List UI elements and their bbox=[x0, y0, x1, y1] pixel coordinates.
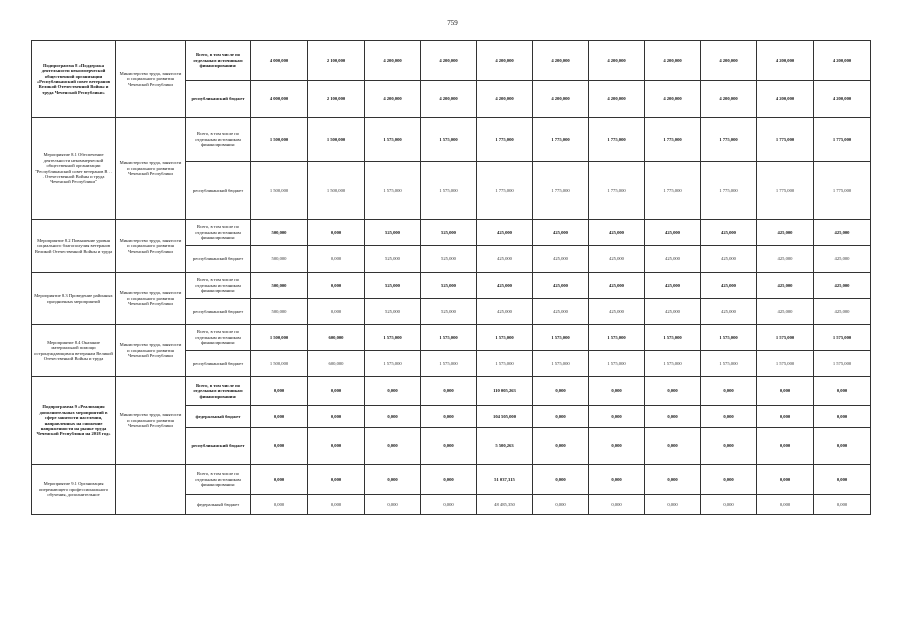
amount-cell: 0,000 bbox=[365, 406, 421, 428]
amount-cell: 0,000 bbox=[701, 377, 757, 406]
amount-cell: 1 500,000 bbox=[251, 162, 308, 220]
amount-cell: 0,000 bbox=[645, 465, 701, 495]
amount-cell: 4 200,000 bbox=[477, 41, 533, 81]
amount-cell: 1 575,000 bbox=[589, 325, 645, 351]
table-row bbox=[32, 465, 871, 495]
amount-cell: 4 200,000 bbox=[814, 41, 871, 81]
amount-cell: 1 775,000 bbox=[814, 118, 871, 162]
amount-cell: 4 200,000 bbox=[589, 81, 645, 118]
amount-cell: 425,000 bbox=[814, 246, 871, 273]
amount-cell: 0,000 bbox=[533, 495, 589, 515]
amount-cell: 0,000 bbox=[533, 465, 589, 495]
amount-cell: 0,000 bbox=[701, 465, 757, 495]
amount-cell: 1 575,000 bbox=[365, 118, 421, 162]
amount-cell: 1 575,000 bbox=[421, 351, 477, 377]
amount-cell: 525,000 bbox=[365, 246, 421, 273]
funding-source-cell: федеральный бюджет bbox=[186, 406, 251, 428]
amount-cell: 4 200,000 bbox=[477, 81, 533, 118]
amount-cell: 1 575,000 bbox=[757, 325, 814, 351]
amount-cell: 0,000 bbox=[814, 428, 871, 465]
amount-cell: 425,000 bbox=[589, 299, 645, 325]
funding-source-cell: Всего, в том числе по отдельным источникам финансирования: bbox=[186, 465, 251, 495]
amount-cell: 1 500,000 bbox=[251, 351, 308, 377]
funding-source-cell: республиканский бюджет bbox=[186, 246, 251, 273]
amount-cell: 525,000 bbox=[421, 246, 477, 273]
amount-cell: 500,000 bbox=[251, 246, 308, 273]
amount-cell: 1 575,000 bbox=[365, 351, 421, 377]
amount-cell: 2 100,000 bbox=[308, 81, 365, 118]
amount-cell: 4 200,000 bbox=[589, 41, 645, 81]
amount-cell: 0,000 bbox=[533, 406, 589, 428]
amount-cell: 600,000 bbox=[308, 351, 365, 377]
amount-cell: 425,000 bbox=[645, 299, 701, 325]
amount-cell: 0,000 bbox=[308, 246, 365, 273]
amount-cell: 0,000 bbox=[421, 377, 477, 406]
amount-cell: 1 575,000 bbox=[589, 351, 645, 377]
amount-cell: 425,000 bbox=[477, 273, 533, 299]
amount-cell: 1 775,000 bbox=[477, 162, 533, 220]
amount-cell: 525,000 bbox=[421, 299, 477, 325]
funding-source-cell: Всего, в том числе по отдельным источникам финансирования: bbox=[186, 325, 251, 351]
amount-cell: 0,000 bbox=[421, 495, 477, 515]
amount-cell: 1 775,000 bbox=[645, 118, 701, 162]
program-name-cell: Мероприятие 9.1 Организация опережающего профессионального обучения, дополнительное bbox=[32, 465, 116, 515]
amount-cell: 0,000 bbox=[814, 377, 871, 406]
amount-cell: 425,000 bbox=[701, 220, 757, 246]
amount-cell: 4 200,000 bbox=[533, 81, 589, 118]
amount-cell: 425,000 bbox=[477, 220, 533, 246]
amount-cell: 1 775,000 bbox=[533, 162, 589, 220]
amount-cell: 0,000 bbox=[533, 377, 589, 406]
amount-cell: 425,000 bbox=[589, 246, 645, 273]
funding-source-cell: федеральный бюджет bbox=[186, 495, 251, 515]
amount-cell: 4 200,000 bbox=[701, 81, 757, 118]
amount-cell: 525,000 bbox=[365, 299, 421, 325]
executor-cell: Министерство труда, занятости и социального развития Чеченской Республики bbox=[116, 273, 186, 325]
amount-cell: 0,000 bbox=[757, 495, 814, 515]
amount-cell: 0,000 bbox=[308, 273, 365, 299]
amount-cell: 0,000 bbox=[589, 465, 645, 495]
amount-cell: 500,000 bbox=[251, 220, 308, 246]
amount-cell: 0,000 bbox=[308, 495, 365, 515]
amount-cell: 0,000 bbox=[757, 428, 814, 465]
executor-cell: Министерство труда, занятости и социального развития Чеченской Республики bbox=[116, 325, 186, 377]
executor-cell: Министерство труда, занятости и социального развития Чеченской Республики bbox=[116, 220, 186, 273]
amount-cell: 1 775,000 bbox=[757, 118, 814, 162]
amount-cell: 425,000 bbox=[814, 220, 871, 246]
amount-cell: 1 500,000 bbox=[251, 325, 308, 351]
amount-cell: 425,000 bbox=[757, 273, 814, 299]
amount-cell: 1 500,000 bbox=[308, 162, 365, 220]
amount-cell: 1 575,000 bbox=[645, 325, 701, 351]
program-name-cell: Мероприятие 8.1 Обеспечение деятельности некоммерческой общественной организации "Республиканский совет ветеранов В . . . Отечественной Войны и труда Чеченской Республики" bbox=[32, 118, 116, 220]
program-name-cell: Мероприятие 8.4 Оказание материальной помощи остронуждающимся ветеранам Великой Отечественной Войны и труда bbox=[32, 325, 116, 377]
amount-cell: 1 575,000 bbox=[421, 325, 477, 351]
program-name-cell: Подпрограмма 8 «Поддержка деятельности некоммерческой общественной организации «Республиканский совет ветеранов Великой Отечественной Войны и труда Чеченской Республики» bbox=[32, 41, 116, 118]
amount-cell: 0,000 bbox=[365, 377, 421, 406]
amount-cell: 51 037,315 bbox=[477, 465, 533, 495]
amount-cell: 1 775,000 bbox=[701, 118, 757, 162]
amount-cell: 0,000 bbox=[365, 465, 421, 495]
funding-source-cell: Всего, в том числе по отдельным источникам финансирования: bbox=[186, 41, 251, 81]
amount-cell: 4 200,000 bbox=[421, 41, 477, 81]
amount-cell: 0,000 bbox=[308, 465, 365, 495]
executor-cell: Министерство труда, занятости и социального развития Чеченской Республики bbox=[116, 118, 186, 220]
amount-cell: 425,000 bbox=[814, 273, 871, 299]
amount-cell: 425,000 bbox=[589, 273, 645, 299]
program-name-cell: Подпрограмма 9 «Реализация дополнительных мероприятий в сфере занятости населения, направленных на снижение напряженности на рынке труда Чеченской Республики на 2018 год» bbox=[32, 377, 116, 465]
amount-cell: 525,000 bbox=[365, 220, 421, 246]
budget-table-body bbox=[32, 41, 871, 515]
amount-cell: 425,000 bbox=[645, 273, 701, 299]
funding-source-cell: республиканский бюджет bbox=[186, 428, 251, 465]
amount-cell: 104 505,000 bbox=[477, 406, 533, 428]
amount-cell: 1 575,000 bbox=[421, 162, 477, 220]
amount-cell: 0,000 bbox=[701, 495, 757, 515]
funding-source-cell: Всего, в том числе по отдельным источникам финансирования: bbox=[186, 273, 251, 299]
amount-cell: 0,000 bbox=[421, 406, 477, 428]
funding-source-cell: республиканский бюджет bbox=[186, 351, 251, 377]
amount-cell: 1 775,000 bbox=[645, 162, 701, 220]
funding-source-cell: Всего, в том числе по отдельным источникам финансирования: bbox=[186, 220, 251, 246]
amount-cell: 525,000 bbox=[421, 220, 477, 246]
amount-cell: 425,000 bbox=[701, 273, 757, 299]
amount-cell: 1 775,000 bbox=[533, 118, 589, 162]
amount-cell: 0,000 bbox=[533, 428, 589, 465]
amount-cell: 4 200,000 bbox=[757, 41, 814, 81]
amount-cell: 1 575,000 bbox=[814, 325, 871, 351]
amount-cell: 4 200,000 bbox=[701, 41, 757, 81]
amount-cell: 0,000 bbox=[814, 465, 871, 495]
amount-cell: 0,000 bbox=[814, 406, 871, 428]
amount-cell: 425,000 bbox=[701, 299, 757, 325]
amount-cell: 0,000 bbox=[308, 428, 365, 465]
amount-cell: 0,000 bbox=[251, 406, 308, 428]
amount-cell: 1 575,000 bbox=[365, 162, 421, 220]
amount-cell: 110 005,263 bbox=[477, 377, 533, 406]
amount-cell: 0,000 bbox=[308, 299, 365, 325]
amount-cell: 0,000 bbox=[589, 406, 645, 428]
amount-cell: 0,000 bbox=[814, 495, 871, 515]
amount-cell: 4 200,000 bbox=[533, 41, 589, 81]
amount-cell: 425,000 bbox=[477, 246, 533, 273]
amount-cell: 4 200,000 bbox=[757, 81, 814, 118]
program-name-cell: Мероприятие 8.3 Проведение районных праздничных мероприятий bbox=[32, 273, 116, 325]
amount-cell: 4 200,000 bbox=[645, 81, 701, 118]
amount-cell: 0,000 bbox=[365, 495, 421, 515]
amount-cell: 425,000 bbox=[533, 273, 589, 299]
amount-cell: 0,000 bbox=[251, 428, 308, 465]
amount-cell: 0,000 bbox=[365, 428, 421, 465]
amount-cell: 4 000,000 bbox=[251, 41, 308, 81]
amount-cell: 4 200,000 bbox=[365, 81, 421, 118]
amount-cell: 0,000 bbox=[251, 377, 308, 406]
amount-cell: 425,000 bbox=[477, 299, 533, 325]
funding-source-cell: республиканский бюджет bbox=[186, 299, 251, 325]
amount-cell: 1 575,000 bbox=[701, 351, 757, 377]
amount-cell: 0,000 bbox=[589, 377, 645, 406]
amount-cell: 2 100,000 bbox=[308, 41, 365, 81]
amount-cell: 1 575,000 bbox=[365, 325, 421, 351]
amount-cell: 425,000 bbox=[589, 220, 645, 246]
amount-cell: 425,000 bbox=[645, 220, 701, 246]
amount-cell: 1 500,000 bbox=[308, 118, 365, 162]
amount-cell: 4 000,000 bbox=[251, 81, 308, 118]
amount-cell: 0,000 bbox=[645, 428, 701, 465]
amount-cell: 0,000 bbox=[645, 495, 701, 515]
amount-cell: 600,000 bbox=[308, 325, 365, 351]
amount-cell: 500,000 bbox=[251, 273, 308, 299]
amount-cell: 500,000 bbox=[251, 299, 308, 325]
table-row bbox=[32, 377, 871, 406]
amount-cell: 0,000 bbox=[308, 220, 365, 246]
budget-table bbox=[31, 40, 871, 515]
amount-cell: 1 775,000 bbox=[589, 162, 645, 220]
amount-cell: 1 775,000 bbox=[757, 162, 814, 220]
amount-cell: 425,000 bbox=[533, 299, 589, 325]
amount-cell: 0,000 bbox=[589, 428, 645, 465]
executor-cell: Министерство труда, занятости и социального развития Чеченской Республики bbox=[116, 377, 186, 465]
amount-cell: 0,000 bbox=[757, 465, 814, 495]
amount-cell: 1 575,000 bbox=[477, 351, 533, 377]
amount-cell: 425,000 bbox=[757, 299, 814, 325]
amount-cell: 0,000 bbox=[251, 465, 308, 495]
page-number: 759 bbox=[447, 19, 458, 27]
amount-cell: 0,000 bbox=[308, 406, 365, 428]
executor-cell: Министерство труда, занятости и социального развития Чеченской Республики bbox=[116, 41, 186, 118]
amount-cell: 1 500,000 bbox=[251, 118, 308, 162]
funding-source-cell: республиканский бюджет bbox=[186, 162, 251, 220]
amount-cell: 1 575,000 bbox=[814, 351, 871, 377]
amount-cell: 525,000 bbox=[421, 273, 477, 299]
amount-cell: 1 775,000 bbox=[814, 162, 871, 220]
amount-cell: 425,000 bbox=[757, 246, 814, 273]
amount-cell: 0,000 bbox=[589, 495, 645, 515]
amount-cell: 0,000 bbox=[645, 377, 701, 406]
amount-cell: 0,000 bbox=[645, 406, 701, 428]
funding-source-cell: республиканский бюджет bbox=[186, 81, 251, 118]
amount-cell: 1 575,000 bbox=[533, 351, 589, 377]
amount-cell: 425,000 bbox=[814, 299, 871, 325]
table-row bbox=[32, 273, 871, 299]
amount-cell: 0,000 bbox=[757, 406, 814, 428]
amount-cell: 4 200,000 bbox=[365, 41, 421, 81]
amount-cell: 0,000 bbox=[757, 377, 814, 406]
amount-cell: 1 575,000 bbox=[477, 325, 533, 351]
amount-cell: 0,000 bbox=[701, 428, 757, 465]
amount-cell: 1 575,000 bbox=[645, 351, 701, 377]
amount-cell: 0,000 bbox=[308, 377, 365, 406]
amount-cell: 1 775,000 bbox=[589, 118, 645, 162]
amount-cell: 425,000 bbox=[757, 220, 814, 246]
amount-cell: 4 200,000 bbox=[814, 81, 871, 118]
table-row bbox=[32, 41, 871, 81]
amount-cell: 0,000 bbox=[701, 406, 757, 428]
amount-cell: 0,000 bbox=[421, 428, 477, 465]
executor-cell bbox=[116, 465, 186, 515]
funding-source-cell: Всего, в том числе по отдельным источникам финансирования: bbox=[186, 377, 251, 406]
amount-cell: 0,000 bbox=[421, 465, 477, 495]
amount-cell: 425,000 bbox=[701, 246, 757, 273]
program-name-cell: Мероприятие 8.2 Повышение уровня социального благополучия ветеранов Великой Отечественной Войны и труда bbox=[32, 220, 116, 273]
amount-cell: 1 575,000 bbox=[421, 118, 477, 162]
amount-cell: 1 575,000 bbox=[757, 351, 814, 377]
amount-cell: 1 575,000 bbox=[701, 325, 757, 351]
table-row bbox=[32, 118, 871, 162]
amount-cell: 1 575,000 bbox=[533, 325, 589, 351]
amount-cell: 5 500,263 bbox=[477, 428, 533, 465]
amount-cell: 4 200,000 bbox=[645, 41, 701, 81]
amount-cell: 425,000 bbox=[533, 220, 589, 246]
table-row bbox=[32, 220, 871, 246]
amount-cell: 525,000 bbox=[365, 273, 421, 299]
amount-cell: 1 775,000 bbox=[701, 162, 757, 220]
table-row bbox=[32, 325, 871, 351]
amount-cell: 425,000 bbox=[533, 246, 589, 273]
amount-cell: 4 200,000 bbox=[421, 81, 477, 118]
funding-source-cell: Всего, в том числе по отдельным источникам финансирования: bbox=[186, 118, 251, 162]
amount-cell: 425,000 bbox=[645, 246, 701, 273]
amount-cell: 1 775,000 bbox=[477, 118, 533, 162]
amount-cell: 0,000 bbox=[251, 495, 308, 515]
amount-cell: 48 485,350 bbox=[477, 495, 533, 515]
